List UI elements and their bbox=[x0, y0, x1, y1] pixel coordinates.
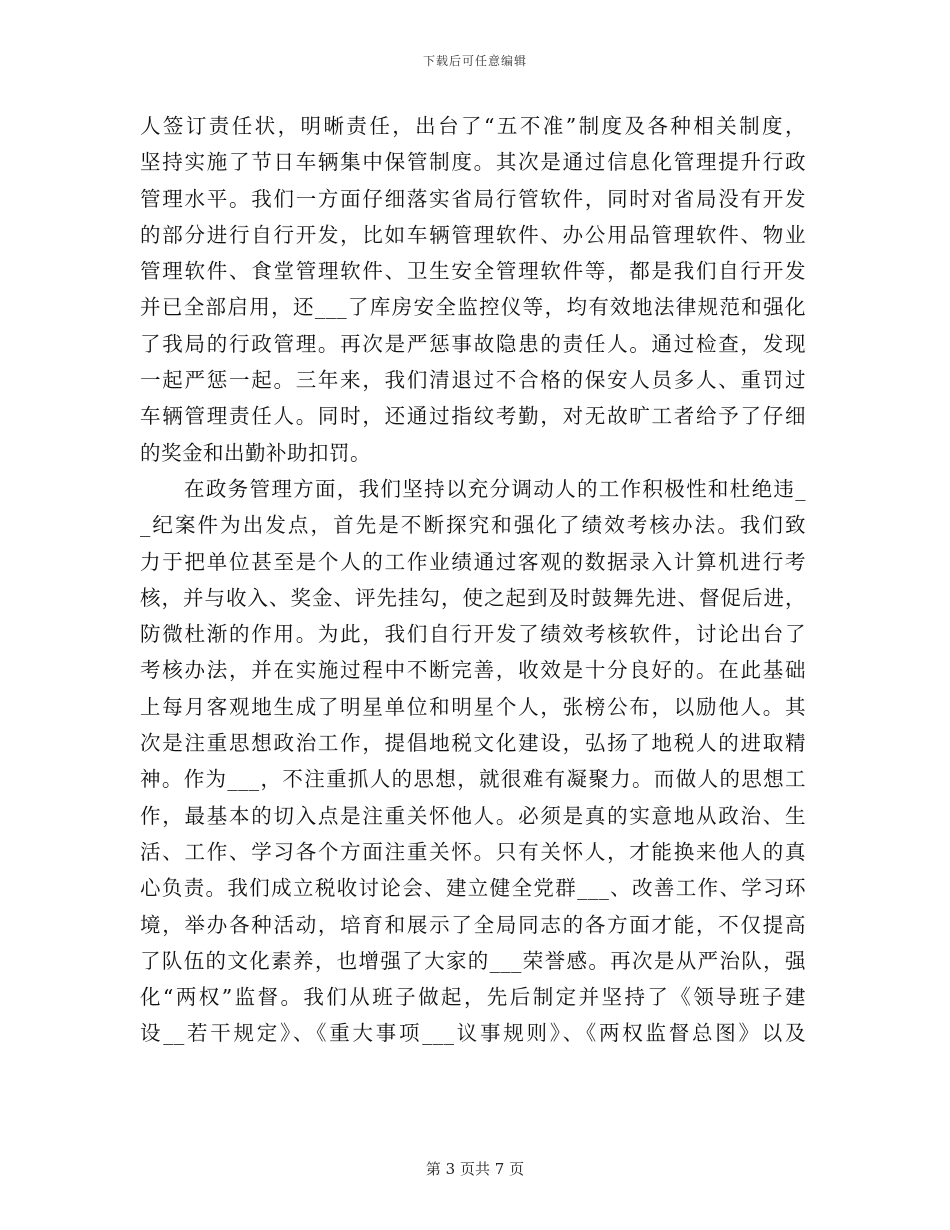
text-line: 了队伍的文化素养，也增强了大家的___荣誉感。再次是从严治队，强 bbox=[140, 948, 806, 973]
text-line: 防微杜渐的作用。为此，我们自行开发了绩效考核软件，讨论出台了 bbox=[140, 622, 806, 647]
page-header: 下载后可任意编辑 bbox=[422, 54, 527, 68]
text-line: 车辆管理责任人。同时，还通过指纹考勤，对无故旷工者给予了仔细 bbox=[140, 404, 806, 429]
text-line: 心负责。我们成立税收讨论会、建立健全党群___、改善工作、学习环 bbox=[140, 876, 806, 901]
text-line: 的部分进行自行开发，比如车辆管理软件、办公用品管理软件、物业 bbox=[140, 222, 806, 247]
text-line: 一起严惩一起。三年来，我们清退过不合格的保安人员多人、重罚过 bbox=[140, 368, 806, 393]
text-line: 并已全部启用，还___了库房安全监控仪等，均有效地法律规范和强化 bbox=[140, 295, 806, 320]
text-line: 设__若干规定》、《重大事项___议事规则》、《两权监督总图》以及 bbox=[140, 1021, 806, 1046]
text-line: 了我局的行政管理。再次是严惩事故隐患的责任人。通过检查，发现 bbox=[140, 331, 806, 356]
text-line: 境，举办各种活动，培育和展示了全局同志的各方面才能，不仅提高 bbox=[140, 912, 806, 937]
document-body bbox=[140, 108, 806, 1052]
page-number: 第 3 页共 7 页 bbox=[425, 1160, 525, 1178]
text-line: 化“两权”监督。我们从班子做起，先后制定并坚持了《领导班子建 bbox=[140, 985, 806, 1010]
text-line: 人签订责任状，明晰责任，出台了“五不准”制度及各种相关制度， bbox=[140, 114, 806, 138]
text-line: 上每月客观地生成了明星单位和明星个人，张榜公布，以励他人。其 bbox=[140, 694, 806, 719]
text-line: 考核办法，并在实施过程中不断完善，收效是十分良好的。在此基础 bbox=[140, 658, 806, 683]
text-line: 核，并与收入、奖金、评先挂勾，使之起到及时鼓舞先进、督促后进， bbox=[140, 585, 806, 610]
text-line: 的奖金和出勤补助扣罚。 bbox=[140, 440, 371, 465]
text-line: 作，最基本的切入点是注重关怀他人。必须是真的实意地从政治、生 bbox=[140, 803, 806, 828]
text-line: 坚持实施了节日车辆集中保管制度。其次是通过信息化管理提升行政 bbox=[140, 150, 806, 175]
text-line: _纪案件为出发点，首先是不断探究和强化了绩效考核办法。我们致 bbox=[140, 513, 806, 538]
text-line: 管理水平。我们一方面仔细落实省局行管软件，同时对省局没有开发 bbox=[140, 186, 806, 211]
text-line: 神。作为___，不注重抓人的思想，就很难有凝聚力。而做人的思想工 bbox=[140, 767, 806, 792]
text-line: 力于把单位甚至是个人的工作业绩通过客观的数据录入计算机进行考 bbox=[140, 549, 806, 574]
text-line: 管理软件、食堂管理软件、卫生安全管理软件等，都是我们自行开发 bbox=[140, 259, 806, 284]
text-line: 次是注重思想政治工作，提倡地税文化建设，弘扬了地税人的进取精 bbox=[140, 731, 806, 756]
text-line: 在政务管理方面，我们坚持以充分调动人的工作积极性和杜绝违_ bbox=[184, 476, 806, 501]
text-line: 活、工作、学习各个方面注重关怀。只有关怀人，才能换来他人的真 bbox=[140, 839, 806, 864]
